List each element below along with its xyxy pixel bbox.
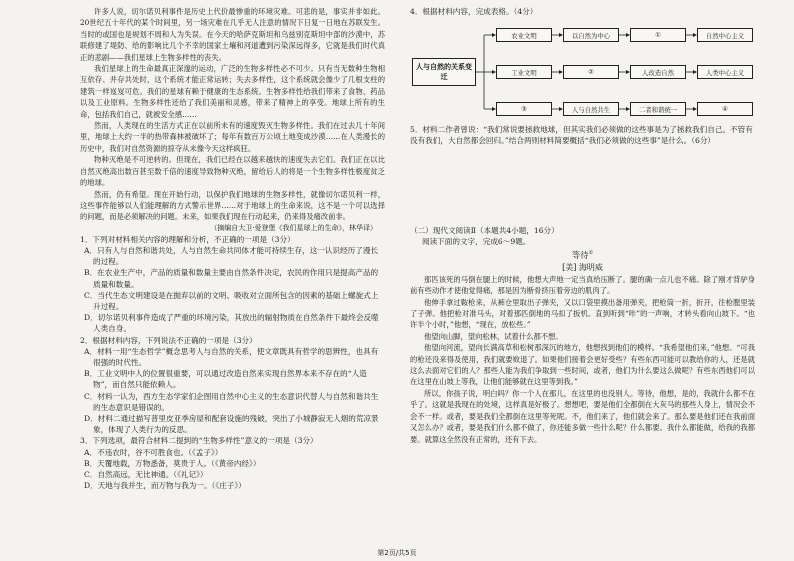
row2-col3-node: 人改造自然 — [630, 65, 686, 79]
relationship-flow-diagram — [410, 20, 755, 120]
row3-col2-node: 人与自然共生 — [563, 102, 619, 116]
diagram-root-node: 人与自然的关系变迁 — [412, 58, 476, 86]
story-paragraph: 他望向山脚，望向松林，试着什么都不想。 — [424, 331, 563, 341]
story-title-text: 等待 — [571, 249, 589, 260]
right-column — [410, 6, 755, 445]
page-number: 第2页/共5页 — [377, 549, 417, 557]
row3-col3-node: 二者和谐统一 — [630, 102, 686, 116]
question-3-option-d: D．天地与我并生，而万物与我为一。（《庄子》） — [84, 481, 246, 491]
question-3-option-c: C．自然高远，无比神通。（《礼记》） — [84, 469, 208, 479]
question-1-stem: 1．下列对材料相关内容的理解和分析，不正确的一项是（3分） — [80, 234, 295, 244]
question-2-option-c: C．材料一认为，西方生态学家们企图用自然中心主义的生态意识代替人与自然和谐共生的生态意识是错误的。 — [84, 391, 379, 412]
question-3-option-b: B．天覆地载，万物悉备，莫贵于人。（《黄帝内经》） — [84, 458, 261, 468]
passage-paragraph: 我们星球上的生命最真正深邃的运动，广泛的生物多样性必不可少。只有当无数种生物相互依存、并存共处时，这个系统才能正常运转；失去多样性，这个系统就会像少了几根支柱的建筑一样岌岌可危。我们的星球有赖于健康的生态系统。生物多样性给我们带来了食物、药品以及工业原料。生物多样性还给了我们美丽和灵感，带来了精神上的享受。地球上所有的生命，包括我们自己，就被安全感…… — [80, 64, 385, 119]
story-title-footnote-mark: ① — [588, 250, 594, 257]
passage-paragraph: 然而，人类现在的生活方式正在以前所未有的速度毁灭生物多样性。我们在过去几十年间里，地球上大约一半的热带森林被破坏了；每年有数百万公顷土地变成沙漠……在人类漫长的历史中，我们对自然资源的掠夺从未像今天这样疯狂。 — [80, 121, 385, 153]
reading-instruction: 阅读下面的文字，完成6～9题。 — [422, 236, 531, 246]
question-2-option-b: B．工业文明中人的位置很重要，可以通过改造自然来实现自然界本来不存在的“人造物”，而自然只能依赖人。 — [84, 369, 367, 390]
section-heading: （二）现代文阅读Ⅱ（本题共4小题，16分） — [410, 225, 559, 235]
question-1-option-d: D．切尔诺贝利事件造成了严重的环境污染，其放出的辐射物质在自然条件下最终会反噬人类自身。 — [84, 313, 379, 334]
question-1-option-b: B．在农业生产中，产品的质量和数量主要由自然条件决定，农民的作用只是提高产品的质量和数量。 — [84, 268, 379, 289]
passage-source: （摘编自大卫·爱登堡《我们星球上的生命》，林华译） — [210, 223, 377, 232]
row1-col1-node: 农业文明 — [496, 28, 552, 42]
story-paragraph: 那匹该死的马倒在腿上的时候，他想大声地一定当真给压断了。腿的确一点儿也不痛。除了刚才背驴身前有些动作才使他觉得痛，那是因为断骨挤压着旁边的肌肉了。 — [410, 274, 755, 296]
row2-col4-node: 人类中心主义 — [697, 65, 753, 79]
row2-col2-node: ② — [563, 65, 619, 79]
question-4-stem: 4．根据材料内容，完成表格。（4分） — [410, 7, 538, 16]
row1-col4-node: 自然中心主义 — [697, 28, 753, 42]
row3-col4-node: ④ — [697, 102, 753, 116]
row2-col1-node: 工业文明 — [496, 65, 552, 79]
question-2-option-d: D．材料二通过描写普里皮亚季房屋和配套设施的残破，突出了小城静寂无人烟的荒凉景象，体现了人类行为的反思。 — [84, 413, 379, 435]
question-3-option-a: A．不违农时，谷不可胜食也。（《孟子》） — [84, 447, 223, 457]
question-3-stem: 3．下列选项，最符合材料二提到的“生物多样性”意义的一项是（3分） — [80, 436, 318, 446]
question-1-option-a: A．只有人与自然和谐共处，人与自然生命共同体才能可持续生存，这一认识经历了漫长的过程。 — [84, 245, 379, 267]
question-2-stem: 2．根据材料内容，下列说法不正确的一项是（3分） — [80, 335, 257, 345]
passage-paragraph: 许多人说，切尔诺贝利事件是历史上代价最惨重的环境灾难。可悲的是，事实并非如此。20世纪五十年代的某个时间里，另一场灾难在几乎无人注意的情况下日复一日地在苏联发生。当时的或国也是规划不周和人为失误。在今天的哈萨克斯坦和乌兹别克斯坦中部的沙漠中，苏联修建了堤防、给的影响比几个不幸的国家土壤和河道遭到污染深远得多，它就是我们时代真正的悲剧——我们星球上生物多样性的丧失。 — [80, 7, 385, 62]
story-author: [美] 海明威 — [562, 262, 603, 272]
question-5-stem: 5．材料二作者曾说：“我们常说要拯救地球，但其实我们必须做的这些事是为了拯救我们自己。不管有没有我们，大自然都会回归。”结合两则材料简要概括“我们必须做的这些事”是什么。（6分） — [410, 125, 753, 146]
question-2-option-a: A．材料一用“生态哲学”概念思考人与自然的关系，使文章既具有哲学的思辨性，也具有很强的时代性。 — [84, 346, 379, 367]
passage-paragraph: 然而，仍有希望。现在开始行动，以保护我们地球的生物多样性，就像切尔诺贝利一样，这些事件能够以人们能理解的方式警示世界……对于地球上的生命来说，这不是一个可以选择的问题，而是必须解决的问题。未来，如果我们现在行动起来，仍来得及痛改前非。 — [80, 189, 385, 222]
row1-col3-node: ① — [630, 28, 686, 42]
story-paragraph: 他望向河流，望向长满高草和松树那深沉的地方，他想找到他们的模样。“我希望他们来，”他想。“可我的枪还没来得及使用，我们就要败退了。如果他们接着会更好受些？有些东西可能可以教给你的人，还是就这么去面对它们的人？那些人能为我们争取到一些时间，或者，他们为什么要这么做呢？有些东西他们可以在这里在山坡上等我，让他们能够就在这里等到我。” — [410, 343, 755, 387]
story-title — [410, 247, 755, 262]
left-column — [80, 6, 385, 491]
row1-col2-node: 以自然为中心 — [563, 28, 619, 42]
row3-col1-node: ③ — [496, 102, 552, 116]
story-paragraph: 所以，你孩子说，明白吗？你一个人在那儿，在这里的也没别人。等待，他想，是的，我就什么都不在乎了。这就是我现在的处境，这样真是好极了。想想吧，要是他们全都倒在大灰马的那些人身上，情况会不会不一样。或者，要是我们全都倒在这里等死呢。不，他们来了，他们就会来了。那么要是他们还在我前面又怎么办？或者，要是我们什么都不做了，你还能多做一些什么呢？什么都要。我什么都能做，给我的我都要。就算这全然没有正常的，还有下去。 — [410, 388, 755, 444]
passage-paragraph: 物种灭绝是不可逆转的。但现在，我们已经在以越来越快的速度失去它们。我们正在以比自然灭绝高出数百甚至数千倍的速度导致物种灭绝，留给后人的将是一个生物多样性极度贫乏的地球。 — [80, 155, 385, 188]
answer-space — [410, 147, 755, 225]
story-paragraph: 他伸手拿过鞍枪来，从裤仓里取出子弹夹，又以口袋里摸出备用弹夹，把枪筒一折，折开，往枪膛里装了子弹。他把枪对准马头，对着那匹倒地的马扣了扳机。直到听到“咔”的一声响，才转头看向山坡下。“也许半个小时，”他想，“现在，放松些。” — [410, 297, 755, 330]
question-1-option-c: C．当代生态文明建设是在抛弃以前的文明、吸收对立面所包含的因素的基础上螺旋式上升过程。 — [84, 290, 379, 311]
